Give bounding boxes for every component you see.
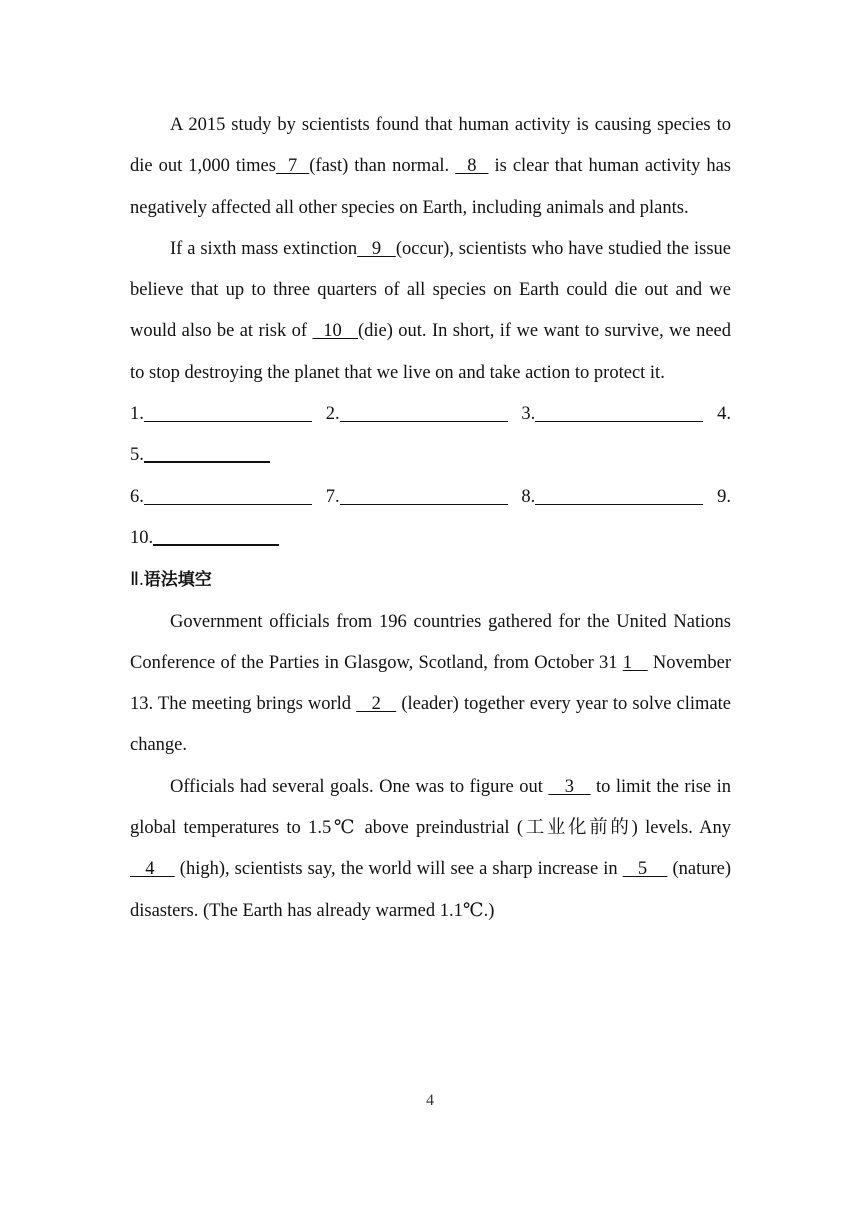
answer-number: 8. xyxy=(521,486,536,507)
text-run: (occur), scientists who have studied the issue believe that up to three quarters of all species on Earth could die out and we would also be at risk of xyxy=(130,238,732,342)
answer-item xyxy=(326,477,508,518)
section-number: Ⅱ. xyxy=(130,570,144,591)
answer-number: 5. xyxy=(130,445,144,466)
blank-2: 2 xyxy=(356,694,397,715)
answer-item xyxy=(521,394,703,435)
answer-number: 6. xyxy=(130,486,144,507)
answer-item xyxy=(130,518,279,559)
blank-5: 5 xyxy=(622,859,668,880)
page-number: 4 xyxy=(426,1092,434,1109)
page-content xyxy=(130,105,731,932)
answer-line[interactable] xyxy=(153,526,279,546)
answer-line[interactable] xyxy=(144,443,270,463)
answer-item xyxy=(130,435,270,476)
answer-item xyxy=(130,477,312,518)
answer-item xyxy=(717,477,731,518)
passage-paragraph xyxy=(130,767,731,932)
text-run: (fast) than normal. xyxy=(309,156,456,177)
text-run: November 13. The meeting brings world xyxy=(130,652,731,715)
text-run: (high), scientists say, the world will see a sharp increase in xyxy=(174,859,623,880)
answer-number: 1. xyxy=(130,404,144,425)
text-run: (nature) disasters. (The Earth has already warmed 1.1℃.) xyxy=(130,859,732,921)
blank-7: 7 xyxy=(275,156,310,177)
answer-line[interactable] xyxy=(340,403,508,422)
blank-3: 3 xyxy=(548,776,591,797)
passage-paragraph xyxy=(130,105,731,229)
text-run: Government officials from 196 countries gathered for the United Nations Conference of the Parties in Glasgow, Scotland, from October 31 xyxy=(130,611,731,673)
text-run: A 2015 study by scientists found that human activity is causing species to die out 1,000 times xyxy=(130,115,731,177)
answer-number: 10. xyxy=(130,527,154,548)
passage-paragraph xyxy=(130,229,731,394)
answer-number: 2. xyxy=(325,404,340,425)
answer-row xyxy=(130,435,731,476)
answer-number: 4. xyxy=(717,404,731,425)
answer-item xyxy=(521,477,703,518)
passage-paragraph xyxy=(130,602,731,767)
text-run: is clear that human activity has negatively affected all other species on Earth, including animals and plants. xyxy=(130,156,732,218)
section-title: 语法填空 xyxy=(143,570,212,591)
text-run: to limit the rise in global temperatures to 1.5℃ above preindustrial (工业化前的) levels. Any xyxy=(130,776,732,839)
answer-number: 9. xyxy=(717,486,731,507)
answer-row xyxy=(130,477,731,518)
text-run: If a sixth mass extinction xyxy=(170,238,358,259)
answer-row xyxy=(130,518,731,559)
answer-row xyxy=(130,394,731,435)
answer-item xyxy=(717,394,731,435)
blank-9: 9 xyxy=(357,238,396,259)
answer-number: 7. xyxy=(325,486,340,507)
answer-item xyxy=(326,394,508,435)
blank-4: 4 xyxy=(130,859,175,880)
answer-line[interactable] xyxy=(144,486,312,505)
answer-line[interactable] xyxy=(340,486,508,505)
answer-number: 3. xyxy=(521,404,536,425)
blank-10: 10 xyxy=(312,321,358,342)
text-run: (leader) together every year to solve climate change. xyxy=(130,694,732,756)
text-run: (die) out. In short, if we want to survive, we need to stop destroying the planet that we live on and take action to protect it. xyxy=(130,321,731,383)
answer-line[interactable] xyxy=(535,486,703,505)
answer-line[interactable] xyxy=(144,403,312,422)
answer-blanks xyxy=(130,394,731,559)
answer-item xyxy=(130,394,312,435)
blank-1: 1 xyxy=(622,652,648,673)
blank-8: 8 xyxy=(455,156,489,177)
answer-line[interactable] xyxy=(535,403,703,422)
text-run: Officials had several goals. One was to figure out xyxy=(170,776,549,797)
section-heading xyxy=(130,559,731,601)
